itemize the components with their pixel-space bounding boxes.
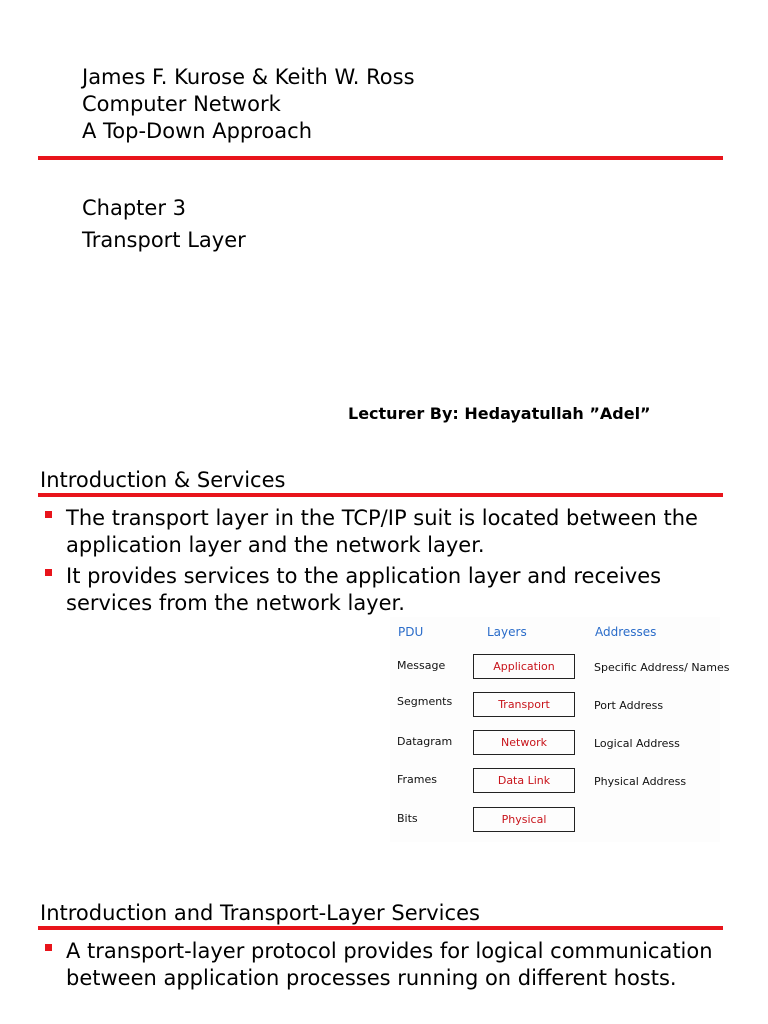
bullet-icon — [45, 944, 52, 951]
layer-box-data-link: Data Link — [473, 768, 575, 793]
address-label: Specific Address/ Names — [594, 661, 730, 674]
address-label: Physical Address — [594, 775, 687, 788]
osi-layers-diagram — [390, 617, 730, 842]
authors: James F. Kurose & Keith W. Ross — [82, 65, 415, 89]
pdu-label: Bits — [397, 812, 418, 825]
address-label: Logical Address — [594, 737, 680, 750]
divider-line — [38, 156, 723, 160]
lecturer-credit: Lecturer By: Hedayatullah ”Adel” — [348, 404, 651, 423]
layer-box-network: Network — [473, 730, 575, 755]
pdu-label: Message — [397, 659, 446, 672]
section-heading-intro: Introduction & Services — [40, 468, 286, 492]
bullet-icon — [45, 569, 52, 576]
addresses-header: Addresses — [595, 625, 657, 639]
layer-box-physical: Physical — [473, 807, 575, 832]
divider-line — [38, 493, 723, 497]
bullet-text: It provides services to the application layer and receives services from the network layer. — [66, 564, 662, 615]
address-label: Port Address — [594, 699, 664, 712]
bullet-icon — [45, 511, 52, 518]
layers-header: Layers — [487, 625, 527, 639]
layer-box-application: Application — [473, 654, 575, 679]
pdu-label: Datagram — [397, 735, 453, 748]
section-heading-transport-services: Introduction and Transport-Layer Services — [40, 901, 480, 925]
bullet-text: The transport layer in the TCP/IP suit is located between the application layer and the network layer. — [66, 506, 698, 557]
bullet-text: A transport-layer protocol provides for logical communication between application processes running on different hosts. — [66, 939, 713, 990]
divider-line — [38, 926, 723, 930]
book-subtitle: A Top-Down Approach — [82, 119, 313, 143]
book-title: Computer Network — [82, 92, 281, 116]
chapter-number: Chapter 3 — [82, 196, 186, 220]
pdu-label: Frames — [397, 773, 438, 786]
pdu-header: PDU — [398, 625, 424, 639]
pdu-label: Segments — [397, 695, 453, 708]
layer-box-transport: Transport — [473, 692, 575, 717]
chapter-title: Transport Layer — [82, 228, 246, 252]
